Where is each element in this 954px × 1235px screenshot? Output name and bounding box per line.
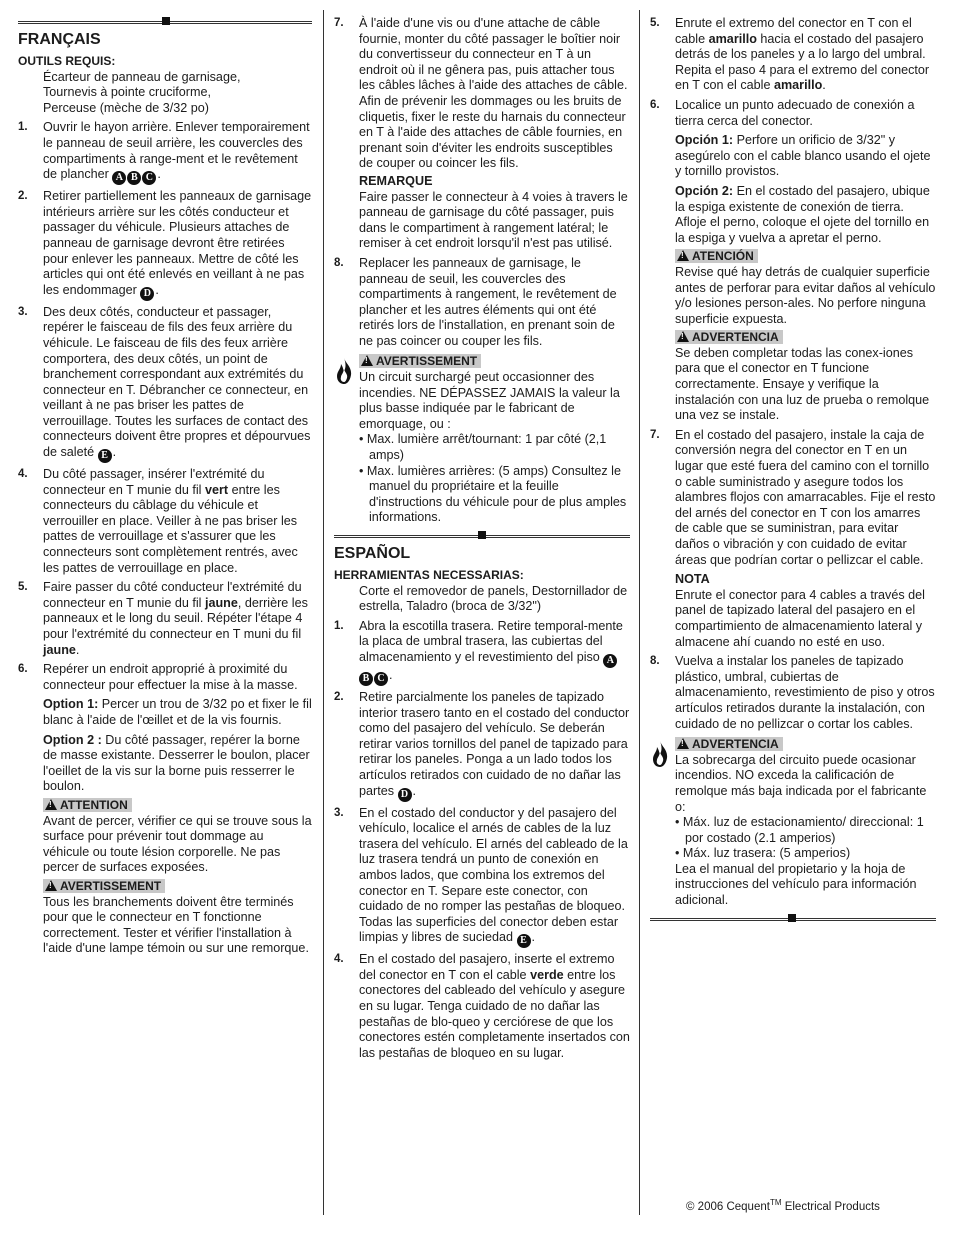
- tool-item: Écarteur de panneau de garnisage,: [43, 69, 241, 84]
- nota-label: NOTA: [675, 572, 710, 587]
- copyright-footer: © 2006 Cequent™ Electrical Products: [686, 1198, 880, 1213]
- avertissement-text: Un circuit surchargé peut occasionner des incendies. NE DÉPASSEZ JAMAIS la valeur la plus basse indiquée par le fabricant de emorquage, ou :: [359, 370, 620, 431]
- fire-icon: [650, 740, 670, 768]
- marker-d: D: [398, 788, 412, 802]
- bullet-item: • Máx. luz de estacionamiento/ direccional: 1 por costado (2.1 amperios): [675, 815, 924, 845]
- tools-list: [18, 70, 312, 117]
- advertencia-label: !ADVERTENCIA: [675, 737, 783, 751]
- advertencia-tail: Lea el manual del propietario y la hoja de instrucciones del vehículo para información adicional.: [675, 861, 917, 908]
- step-3-es: 3. En el costado del conductor y del pasajero del vehículo, localice el arnés de cables de la luz trasera del vehículo. El arnés del cableado de la luz trasera tendrá un punto de conexión en ambos lados, que combina los extremos del conector en T. Separe este conector, con cuidado de no romper las pestañas de bloqueo. Todas las superficies del conector deben estar limpias y libres de suciedad E .: [334, 805, 628, 947]
- marker-e: E: [98, 449, 112, 463]
- advertencia-text: Se deben completar todas las conex-iones para que el conector en T funcione correctamente. Ensaye y verifique la instalación con una luz de prueba o remolque una vez se instale.: [675, 345, 930, 423]
- atencion-text: Revise qué hay detrás de cualquier superficie antes de perforar para evitar daños al vehículo y/o lesiones person-ales. No perfore ninguna superficie expuesta.: [675, 264, 936, 326]
- warning-triangle-icon: [677, 331, 689, 342]
- marker-e: E: [517, 934, 531, 948]
- warning-fire-es: [650, 734, 936, 909]
- step-7-es: 7. En el costado del pasajero, instale la caja de conversión negra del conector en T en un lugar que esté fuera del camino con el tornillo o cable suministrado y asegure todos los alambres flojos con amarracables. Fije el resto del arnés del conector en T con los amarres de cable que se suministran, para evitar daños o vibración y con cuidado de evitar áreas que podrían cortar o pellizcar el cable. NOTA Enrute el conector para 4 cables a través del panel de tapizado lateral del pasajero en el compartimiento de almacenamiento lateral y almacene ahí cuando no esté en uso.: [650, 427, 936, 649]
- remarque-text: Faire passer le connecteur à 4 voies à travers le panneau de garnisage du côté passager, puis dans le compartiment à rangement latéral; le remiser à cet endroit lorsqu'il n'est pas utilisé.: [359, 189, 628, 251]
- bullet-item: • Max. lumières arrières: (5 amps) Consultez le manuel du propriétaire et la feuille d'instructions du véhicule pour de plus amples informations.: [359, 463, 627, 525]
- section-title-francais: FRANÇAIS: [18, 31, 101, 48]
- advertencia-text: La sobrecarga del circuito puede ocasionar incendios. NO exceda la calificación de remolque más baja indicada por el fabricante o:: [675, 752, 927, 814]
- avertissement-label: !AVERTISSEMENT: [43, 879, 165, 893]
- attention-text: Avant de percer, vérifier ce qui se trouve sous la surface pour prévenir tout dommage au véhicule ou toute lésion corporelle. Ne pas percer de surfaces exposées.: [43, 813, 312, 875]
- warning-triangle-icon: [45, 799, 57, 810]
- bullet-item: • Max. lumière arrêt/tournant: 1 par côté (2,1 amps): [359, 432, 607, 463]
- marker-a: A: [603, 654, 617, 668]
- tool-item: Tournevis à pointe cruciforme,: [43, 85, 211, 100]
- option-2: Opción 2: En el costado del pasajero, ubique la espiga existente de conexión de tierra. Afloje el perno, coloque el ojete del tornillo en la espiga y vuelva a apretar el perno.: [675, 183, 930, 245]
- step-3: 3. Des deux côtés, conducteur et passager, repérer le faisceau de fils des feux arrière du véhicule. Le faisceau de fils des feux arrière comportera, des deux côtés, un point de branchement correspondant aux extrémités du connecteur en T. Débrancher ce connecteur, en veillant à ne pas briser les pattes de verrouillage. Toutes les surfaces de contact des connecteurs doivent être propres et dépourvues de saleté E .: [18, 304, 311, 462]
- marker-c: C: [374, 672, 388, 686]
- advertencia-label: !ADVERTENCIA: [675, 330, 783, 344]
- section-rule: [18, 18, 312, 26]
- step-8-fr: 8. Replacer les panneaux de garnisage, le panneau de seuil, les couvercles des compartiments à rangement, le revêtement de plancher et les autres éléments qui ont été retirés lors de l'installation, en prenant soin de ne pas coincer ou couper les fils.: [334, 255, 617, 348]
- option-1: Opción 1: Perfore un orificio de 3/32" y asegúrelo con el cable blanco usando el ojete y tornillo provistos.: [675, 133, 931, 179]
- tools-heading: HERRAMIENTAS NECESSARIAS:: [334, 568, 524, 582]
- step-8-es: 8. Vuelva a instalar los paneles de tapizado plástico, umbral, cubiertas de almacenamiento, revestimiento de piso y otros artículos retirados durante la instalación, con cuidado de no pellizcar o cortar los cables.: [650, 654, 935, 731]
- step-5: 5. Faire passer du côté conducteur l'extrémité du connecteur en T munie du fil jaune, derrière les panneaux et le long du seuil. Répéter l'étape 4 pour l'extrémité du connecteur en T muni du fil jaune.: [18, 580, 308, 657]
- nota-text: Enrute el conector para 4 cables a través del panel de tapizado lateral del pasajero en el compartimiento de almacenamiento lateral y almacene ahí cuando no esté en uso.: [675, 587, 925, 649]
- step-7-fr: 7. À l'aide d'une vis ou d'une attache de câble fournie, monter du côté passager le boîtier noir du convertisseur du connecteur en T à un endroit où il ne gênera pas, puis attacher tous les câbles lâches à l'aide des attaches de câble. Afin de prévenir les dommages ou les bruits de cliquetis, fixer le reste du harnais du connecteur en T à l'aide des attaches de câble fournies, en prenant soin d'éviter les endroits susceptibles de couper ou coincer les fils. REMARQUE Faire passer le connecteur à 4 voies à travers le panneau de garnisage du côté passager, puis dans le compartiment à rangement latéral; le remiser à cet endroit lorsqu'il n'est pas utilisé.: [334, 16, 630, 252]
- section-title-espanol: ESPAÑOL: [334, 545, 411, 562]
- section-rule: [334, 532, 630, 540]
- marker-b: B: [127, 171, 141, 185]
- step-4: 4. Du côté passager, insérer l'extrémité du connecteur en T munie du fil vert entre les connecteurs du câblage du véhicule et verrouiller en place. Veiller à ne pas briser les pattes de verrouillage et s'assurer que les connecteurs sont complètement rentrés, avec les pattes de verrouillage en place.: [18, 467, 298, 575]
- attention-label: !ATTENTION: [43, 798, 132, 812]
- atencion-label: !ATENCIÓN: [675, 249, 758, 263]
- step-6-es: 6. Localice un punto adecuado de conexión a tierra cerca del conector. Opción 1: Perfore un orificio de 3/32" y asegúrelo con el cable blanco usando el ojete y tornillo provistos. Opción 2: En el costado del pasajero, ubique la espiga existente de conexión de tierra. Afloje el perno, coloque el ojete del tornillo en la espiga y vuelva a apretar el perno. !ATENCIÓN Revise qué hay detrás de cualquier superficie antes de perforar para evitar daños al vehículo y/o lesiones person-ales. No perfore ninguna superficie expuesta. !ADVERTENCIA Se deben completar todas las conex-iones para que el conector en T funcione correctamente. Ensaye y verifique la instalación con una luz de prueba o remolque una vez se instale.: [650, 98, 936, 424]
- marker-c: C: [142, 171, 156, 185]
- warning-triangle-icon: [677, 250, 689, 261]
- marker-d: D: [140, 287, 154, 301]
- option-2: Option 2 : Du côté passager, repérer la borne de masse existante. Desserrer le boulon, placer l'oeillet de la vis sur la borne puis resserrer le boulon.: [43, 732, 310, 794]
- remarque-label: REMARQUE: [359, 173, 433, 188]
- tools-heading: OUTILS REQUIS:: [18, 54, 116, 68]
- option-1: Option 1: Percer un trou de 3/32 po et fixer le fil blanc à l'aide de l'œillet et de la vis fournis.: [43, 697, 312, 727]
- avertissement-label: !AVERTISSEMENT: [359, 354, 481, 368]
- bullet-item: • Máx. luz trasera: (5 amperios): [675, 846, 851, 861]
- step-1-es: 1. Abra la escotilla trasera. Retire temporal-mente la placa de umbral trasera, las cubiertas del almacenamiento y el revestimiento del piso AB C .: [334, 618, 623, 684]
- step-2-es: 2. Retire parcialmente los paneles de tapizado interior trasero tanto en el costado del conductor como del pasajero del vehículo. Se deberán retirar varios tornillos del panel de tapizado para retirar los paneles. Ponga a un lado todos los artículos retirados con cuidado de no dañar las partes D .: [334, 689, 630, 800]
- step-4-es: 4. En el costado del pasajero, inserte el extremo del conector en T con el cable verde entre los conectores del cableado del vehículo y asegure en su lugar. Tenga cuidado de no dañar las pestañas de blo-queo y cerciórese de que los conectores estén completamente insertados con las pestañas de bloqueo en su lugar.: [334, 952, 630, 1060]
- warning-triangle-icon: [677, 738, 689, 749]
- column-francais: [18, 20, 312, 957]
- fire-icon: [334, 357, 354, 385]
- step-5-es: 5. Enrute el extremo del conector en T con el cable amarillo hacia el costado del pasajero detrás de los paneles y a lo largo del umbral. Repita el paso 4 para el extremo del conector en T con el cable amarillo.: [650, 16, 930, 93]
- marker-a: A: [112, 171, 126, 185]
- warning-triangle-icon: [361, 355, 373, 366]
- tool-item: Perceuse (mèche de 3/32 po): [43, 100, 209, 115]
- column-divider-1: [323, 10, 324, 1215]
- column-divider-2: [639, 10, 640, 1215]
- section-rule: [650, 915, 936, 923]
- tools-list: Corte el removedor de panels, Destornillador de estrella, Taladro (broca de 3/32"): [359, 583, 628, 614]
- warning-triangle-icon: [45, 880, 57, 891]
- marker-b: B: [359, 672, 373, 686]
- step-1: 1. Ouvrir le hayon arrière. Enlever temporairement le panneau de seuil arrière, les couvercles des compartiments à range-ment et le revêtement de plancher A B C .: [18, 120, 310, 184]
- avertissement-text: Tous les branchements doivent être terminés pour que le connecteur en T fonctionne correctement. Tester et vérifier l'installation à l'aide d'une lampe témoin ou sur une remorque.: [43, 894, 309, 956]
- column-espanol-cont: [650, 14, 936, 927]
- warning-fire-fr: [334, 351, 630, 526]
- column-middle: [334, 14, 630, 1061]
- step-2: 2. Retirer partiellement les panneaux de garnisage intérieurs arrière sur les côtés conducteur et passager du véhicule. Plusieurs attaches de panneau de garnisage devront être retirées pour enlever les panneaux. Mettre de côté les articles qui ont été enlevés en veillant à ne pas les endommager D .: [18, 189, 312, 299]
- step-6: 6. Repérer un endroit approprié à proximité du connecteur pour effectuer la mise à la masse. Option 1: Percer un trou de 3/32 po et fixer le fil blanc à l'aide de l'œillet et de la vis fournis. Option 2 : Du côté passager, repérer la borne de masse existante. Desserrer le boulon, placer l'oeillet de la vis sur la borne puis resserrer le boulon. !ATTENTION Avant de percer, vérifier ce qui se trouve sous la surface pour prévenir tout dommage au véhicule ou toute lésion corporelle. Ne pas percer de surfaces exposées. !AVERTISSEMENT Tous les branchements doivent être terminés pour que le connecteur en T fonctionne correctement. Tester et vérifier l'installation à l'aide d'une lampe témoin ou sur une remorque.: [18, 662, 312, 957]
